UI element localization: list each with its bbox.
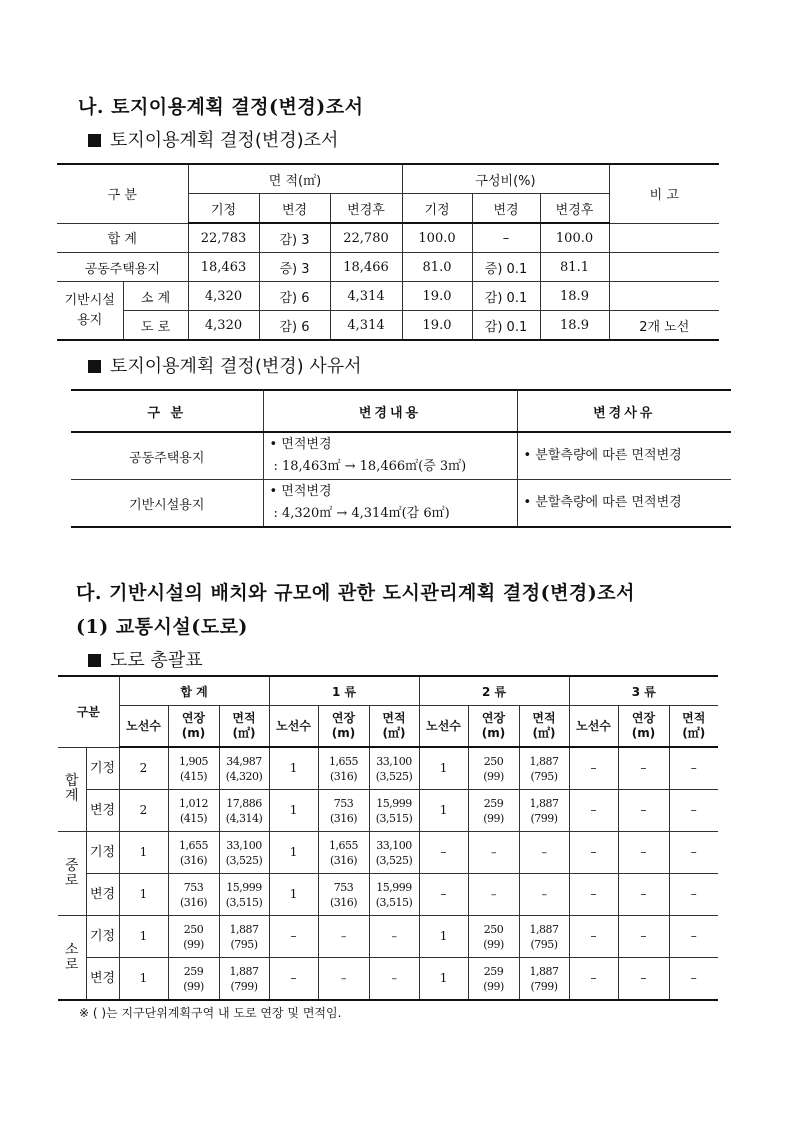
t3-sub-count: 노선수 bbox=[419, 706, 468, 748]
t3-length-total: 259 bbox=[183, 964, 204, 978]
t1-cell: 19.0 bbox=[402, 282, 472, 311]
t1-bigo bbox=[609, 253, 719, 282]
t3-row-group-char: 소 bbox=[64, 941, 79, 958]
t3-cell-area bbox=[219, 832, 269, 874]
t3-area-total: 33,100 bbox=[376, 838, 412, 852]
land-use-reason-table bbox=[71, 389, 731, 528]
t2-row bbox=[71, 432, 731, 480]
t1-row-infra-subtotal bbox=[57, 282, 719, 311]
t2-content bbox=[263, 480, 517, 528]
t3-cell-length bbox=[318, 832, 369, 874]
t3-area-total: 1,887 bbox=[229, 964, 259, 978]
t3-cell-length bbox=[468, 747, 519, 790]
t3-length-total: 1,655 bbox=[329, 838, 359, 852]
t1-cell: 18.9 bbox=[540, 282, 609, 311]
t1-sub-header: 기정 bbox=[402, 194, 472, 224]
t1-sub-header: 기정 bbox=[188, 194, 259, 224]
t3-sub-area-unit: (㎡) bbox=[232, 726, 256, 740]
t3-area-district: (3,515) bbox=[375, 895, 413, 909]
t1-row-housing bbox=[57, 253, 719, 282]
t3-cell-area bbox=[219, 790, 269, 832]
t3-cell-area bbox=[219, 874, 269, 916]
t3-cell-length bbox=[318, 790, 369, 832]
t1-cell: 4,320 bbox=[188, 282, 259, 311]
t3-cell-length: – bbox=[468, 874, 519, 916]
t3-row bbox=[58, 747, 718, 790]
t3-area-total: 15,999 bbox=[226, 880, 262, 894]
t1-cell: 18,466 bbox=[330, 253, 402, 282]
t3-length-district: (316) bbox=[179, 895, 208, 909]
t2-row bbox=[71, 480, 731, 528]
t3-group-header: 1 류 bbox=[269, 676, 419, 706]
t3-length-district: (99) bbox=[483, 937, 504, 951]
t3-cell-length bbox=[468, 916, 519, 958]
t2-reason: • 분할측량에 따른 면적변경 bbox=[517, 480, 731, 528]
table3-note: ※ ( )는 지구단위계획구역 내 도로 연장 및 면적임. bbox=[79, 1006, 342, 1020]
t3-area-district: (799) bbox=[530, 979, 558, 993]
t3-cell-length bbox=[168, 916, 219, 958]
t3-cell-length: – bbox=[468, 832, 519, 874]
t2-header-content: 변경내용 bbox=[263, 390, 517, 432]
t3-length-district: (99) bbox=[483, 979, 504, 993]
t3-area-total: 1,887 bbox=[529, 922, 559, 936]
t3-length-total: 753 bbox=[183, 880, 204, 894]
t1-bigo: 2개 노선 bbox=[609, 311, 719, 341]
t3-cell-length: – bbox=[318, 916, 369, 958]
t3-cell-count: 1 bbox=[419, 747, 468, 790]
t3-area-total: 1,887 bbox=[529, 964, 559, 978]
t3-cell-dash: – bbox=[569, 916, 618, 958]
t2-header-reason: 변경사유 bbox=[517, 390, 731, 432]
t3-cell-area: – bbox=[369, 916, 419, 958]
t3-cell-length bbox=[168, 747, 219, 790]
t3-length-district: (316) bbox=[329, 853, 358, 867]
square-bullet-icon bbox=[88, 134, 101, 147]
t3-area-total: 34,987 bbox=[226, 754, 262, 768]
t3-sub-length-label: 연장 bbox=[331, 711, 356, 725]
t3-row-kind: 기정 bbox=[86, 747, 119, 790]
t3-cell-area bbox=[519, 916, 569, 958]
t1-header-ratio: 구성비(%) bbox=[402, 164, 609, 194]
t1-row-infra-road bbox=[57, 311, 719, 341]
t3-cell-area bbox=[519, 747, 569, 790]
t3-cell-count: – bbox=[419, 874, 468, 916]
t1-infra-group-line2: 용지 bbox=[77, 312, 103, 328]
t3-area-district: (3,515) bbox=[375, 811, 413, 825]
t3-sub-area bbox=[669, 706, 718, 748]
t3-group-header: 합 계 bbox=[119, 676, 269, 706]
t1-bigo bbox=[609, 282, 719, 311]
t2-reason: • 분할측량에 따른 면적변경 bbox=[517, 432, 731, 480]
t3-cell-dash: – bbox=[569, 747, 618, 790]
t3-sub-length bbox=[318, 706, 369, 748]
t1-cell: – bbox=[472, 223, 540, 253]
t1-row-total bbox=[57, 223, 719, 253]
t3-cell-count: – bbox=[269, 958, 318, 1001]
t3-cell-dash: – bbox=[569, 832, 618, 874]
t3-cell-length bbox=[468, 958, 519, 1001]
t1-row-label: 합 계 bbox=[57, 223, 188, 253]
table1-heading: 토지이용계획 결정(변경)조서 bbox=[88, 126, 338, 152]
t3-sub-area-label: 면적 bbox=[532, 711, 556, 725]
t3-cell-length bbox=[168, 958, 219, 1001]
t3-row bbox=[58, 916, 718, 958]
t3-sub-length bbox=[168, 706, 219, 748]
square-bullet-icon bbox=[88, 654, 101, 667]
t3-area-district: (3,525) bbox=[375, 769, 413, 783]
t3-cell-count: – bbox=[269, 916, 318, 958]
t3-sub-length bbox=[468, 706, 519, 748]
t3-group-header: 3 류 bbox=[569, 676, 718, 706]
t3-cell-area bbox=[369, 832, 419, 874]
t3-sub-area bbox=[519, 706, 569, 748]
t3-sub-count: 노선수 bbox=[569, 706, 618, 748]
t3-sub-length bbox=[618, 706, 669, 748]
t3-sub-area-label: 면적 bbox=[682, 711, 706, 725]
t1-cell: 19.0 bbox=[402, 311, 472, 341]
t3-area-district: (799) bbox=[530, 811, 558, 825]
t3-cell-dash: – bbox=[618, 832, 669, 874]
t3-cell-dash: – bbox=[669, 747, 718, 790]
t2-content-line2: : 18,463㎡ → 18,466㎡(증 3㎡) bbox=[273, 459, 467, 474]
t1-row-label: 도 로 bbox=[123, 311, 188, 341]
t1-infra-group bbox=[57, 282, 123, 341]
t3-length-district: (99) bbox=[483, 811, 504, 825]
t3-area-district: (795) bbox=[530, 769, 558, 783]
t1-cell: 22,780 bbox=[330, 223, 402, 253]
t3-sub-length-unit: (m) bbox=[481, 726, 506, 740]
t3-row-group-char: 로 bbox=[64, 872, 79, 889]
t3-cell-count: 1 bbox=[269, 747, 318, 790]
t3-cell-length bbox=[168, 874, 219, 916]
t1-cell: 81.1 bbox=[540, 253, 609, 282]
t3-cell-length bbox=[168, 790, 219, 832]
t3-sub-length-unit: (m) bbox=[331, 726, 356, 740]
t3-area-total: 15,999 bbox=[376, 880, 412, 894]
t3-cell-dash: – bbox=[669, 958, 718, 1001]
t1-cell: 증) 0.1 bbox=[472, 253, 540, 282]
t3-sub-count: 노선수 bbox=[269, 706, 318, 748]
t3-area-total: 15,999 bbox=[376, 796, 412, 810]
t3-cell-count: 1 bbox=[119, 916, 168, 958]
t3-length-total: 1,655 bbox=[329, 754, 359, 768]
t3-cell-area bbox=[519, 790, 569, 832]
t3-length-total: 753 bbox=[333, 796, 354, 810]
t3-area-district: (795) bbox=[530, 937, 558, 951]
t3-row-kind: 기정 bbox=[86, 832, 119, 874]
section-da-title: 다. 기반시설의 배치와 규모에 관한 도시관리계획 결정(변경)조서 bbox=[76, 582, 635, 604]
t3-cell-count: 1 bbox=[269, 790, 318, 832]
t3-cell-dash: – bbox=[669, 790, 718, 832]
t3-cell-dash: – bbox=[669, 874, 718, 916]
t1-header-area: 면 적(㎡) bbox=[188, 164, 402, 194]
t3-row-group-char: 로 bbox=[64, 956, 79, 973]
t1-sub-header: 변경 bbox=[259, 194, 330, 224]
t3-length-total: 753 bbox=[333, 880, 354, 894]
t3-sub-area-unit: (㎡) bbox=[532, 726, 556, 740]
t2-header-gubun: 구 분 bbox=[71, 390, 263, 432]
t1-row-label: 공동주택용지 bbox=[57, 253, 188, 282]
t3-row bbox=[58, 958, 718, 1001]
t3-length-district: (415) bbox=[179, 769, 208, 783]
t3-row-group-label bbox=[58, 747, 86, 832]
t3-sub-count: 노선수 bbox=[119, 706, 168, 748]
t1-cell: 감) 6 bbox=[259, 311, 330, 341]
t3-cell-count: 1 bbox=[419, 790, 468, 832]
t1-cell: 100.0 bbox=[402, 223, 472, 253]
t3-cell-area bbox=[219, 747, 269, 790]
t3-area-district: (3,525) bbox=[375, 853, 413, 867]
t3-sub-area-unit: (㎡) bbox=[682, 726, 706, 740]
t3-area-total: 33,100 bbox=[226, 838, 262, 852]
t3-sub-area bbox=[369, 706, 419, 748]
t3-cell-length bbox=[318, 874, 369, 916]
t3-cell-count: 2 bbox=[119, 790, 168, 832]
t1-cell: 4,314 bbox=[330, 282, 402, 311]
t3-length-district: (99) bbox=[183, 937, 204, 951]
t3-length-total: 1,905 bbox=[179, 754, 208, 768]
t3-length-district: (316) bbox=[329, 895, 358, 909]
t3-cell-dash: – bbox=[618, 958, 669, 1001]
t1-cell: 4,320 bbox=[188, 311, 259, 341]
t1-sub-header: 변경후 bbox=[540, 194, 609, 224]
t3-cell-area bbox=[369, 874, 419, 916]
table2-heading: 토지이용계획 결정(변경) 사유서 bbox=[88, 352, 362, 378]
t2-content-line2: : 4,320㎡ → 4,314㎡(감 6㎡) bbox=[273, 506, 450, 521]
t3-row-group-label bbox=[58, 832, 86, 916]
t1-cell: 감) 3 bbox=[259, 223, 330, 253]
t1-cell: 증) 3 bbox=[259, 253, 330, 282]
t3-sub-length-label: 연장 bbox=[631, 711, 656, 725]
t1-cell: 100.0 bbox=[540, 223, 609, 253]
t3-row-kind: 기정 bbox=[86, 916, 119, 958]
section-na-title: 나. 토지이용계획 결정(변경)조서 bbox=[78, 96, 364, 118]
t3-area-total: 33,100 bbox=[376, 754, 412, 768]
t3-cell-length bbox=[468, 790, 519, 832]
t3-area-district: (795) bbox=[230, 937, 258, 951]
t3-sub-length-label: 연장 bbox=[481, 711, 506, 725]
t3-area-total: 17,886 bbox=[226, 796, 262, 810]
t1-header-gubun: 구 분 bbox=[57, 164, 188, 223]
t3-row-group-char: 중 bbox=[64, 857, 79, 874]
t3-cell-dash: – bbox=[618, 747, 669, 790]
t3-cell-area bbox=[369, 790, 419, 832]
t3-row bbox=[58, 790, 718, 832]
t3-row-group-label bbox=[58, 916, 86, 1001]
t3-cell-area bbox=[219, 958, 269, 1001]
t3-length-total: 250 bbox=[483, 922, 504, 936]
t3-cell-count: 1 bbox=[119, 832, 168, 874]
t1-cell: 감) 6 bbox=[259, 282, 330, 311]
t1-sub-header: 변경 bbox=[472, 194, 540, 224]
t3-row bbox=[58, 832, 718, 874]
t3-length-district: (415) bbox=[179, 811, 208, 825]
section-1-title: (1) 교통시설(도로) bbox=[76, 616, 248, 638]
t3-length-district: (316) bbox=[329, 769, 358, 783]
t3-cell-area bbox=[219, 916, 269, 958]
t2-gubun: 기반시설용지 bbox=[71, 480, 263, 528]
t1-cell: 감) 0.1 bbox=[472, 282, 540, 311]
t3-area-district: (4,320) bbox=[225, 769, 263, 783]
table3-heading: 도로 총괄표 bbox=[88, 646, 203, 672]
t3-length-total: 1,012 bbox=[179, 796, 208, 810]
t3-cell-dash: – bbox=[569, 790, 618, 832]
t3-cell-dash: – bbox=[618, 874, 669, 916]
t3-cell-count: 1 bbox=[119, 874, 168, 916]
t3-row-kind: 변경 bbox=[86, 790, 119, 832]
t2-content bbox=[263, 432, 517, 480]
t3-sub-area bbox=[219, 706, 269, 748]
t3-length-total: 1,655 bbox=[179, 838, 208, 852]
t3-cell-count: 1 bbox=[419, 958, 468, 1001]
t3-area-district: (4,314) bbox=[225, 811, 263, 825]
t3-cell-dash: – bbox=[569, 874, 618, 916]
t1-cell: 22,783 bbox=[188, 223, 259, 253]
t1-row-label: 소 계 bbox=[123, 282, 188, 311]
t1-header-bigo: 비 고 bbox=[609, 164, 719, 223]
t3-cell-count: 2 bbox=[119, 747, 168, 790]
t3-cell-area bbox=[519, 958, 569, 1001]
t3-sub-length-unit: (m) bbox=[181, 726, 206, 740]
t3-cell-dash: – bbox=[618, 790, 669, 832]
t3-area-total: 1,887 bbox=[229, 922, 259, 936]
t3-row bbox=[58, 874, 718, 916]
t3-header-gubun: 구분 bbox=[58, 676, 119, 747]
t3-cell-length bbox=[318, 747, 369, 790]
t1-cell: 18.9 bbox=[540, 311, 609, 341]
t1-cell: 81.0 bbox=[402, 253, 472, 282]
t3-length-district: (316) bbox=[329, 811, 358, 825]
t1-infra-group-line1: 기반시설 bbox=[64, 292, 115, 308]
t3-area-total: 1,887 bbox=[529, 796, 559, 810]
t3-row-kind: 변경 bbox=[86, 958, 119, 1001]
t3-cell-area: – bbox=[519, 874, 569, 916]
t3-cell-count: 1 bbox=[119, 958, 168, 1001]
t3-sub-length-label: 연장 bbox=[181, 711, 206, 725]
t3-sub-area-label: 면적 bbox=[382, 711, 406, 725]
t3-length-total: 259 bbox=[483, 964, 504, 978]
t1-cell: 4,314 bbox=[330, 311, 402, 341]
t3-cell-dash: – bbox=[569, 958, 618, 1001]
t2-content-line1: • 면적변경 bbox=[269, 484, 332, 499]
t3-length-district: (99) bbox=[183, 979, 204, 993]
t3-length-total: 250 bbox=[483, 754, 504, 768]
t3-cell-dash: – bbox=[618, 916, 669, 958]
t3-cell-length bbox=[168, 832, 219, 874]
t3-cell-count: – bbox=[419, 832, 468, 874]
land-use-table bbox=[57, 163, 719, 341]
t3-row-group-char: 계 bbox=[64, 788, 79, 805]
t3-cell-area: – bbox=[369, 958, 419, 1001]
t3-length-total: 259 bbox=[483, 796, 504, 810]
t2-gubun: 공동주택용지 bbox=[71, 432, 263, 480]
t3-group-header: 2 류 bbox=[419, 676, 569, 706]
t3-length-district: (316) bbox=[179, 853, 208, 867]
t3-row-group-char: 합 bbox=[64, 773, 79, 790]
square-bullet-icon bbox=[88, 360, 101, 373]
t3-length-district: (99) bbox=[483, 769, 504, 783]
t3-row-kind: 변경 bbox=[86, 874, 119, 916]
t1-cell: 감) 0.1 bbox=[472, 311, 540, 341]
road-summary-table bbox=[58, 675, 718, 1001]
t3-length-total: 250 bbox=[183, 922, 204, 936]
t1-bigo bbox=[609, 223, 719, 253]
t3-area-district: (3,525) bbox=[225, 853, 263, 867]
t3-cell-dash: – bbox=[669, 916, 718, 958]
t3-sub-length-unit: (m) bbox=[631, 726, 656, 740]
t3-sub-area-label: 면적 bbox=[232, 711, 256, 725]
t3-cell-area bbox=[369, 747, 419, 790]
t3-cell-area: – bbox=[519, 832, 569, 874]
t3-cell-dash: – bbox=[669, 832, 718, 874]
t3-sub-area-unit: (㎡) bbox=[382, 726, 406, 740]
t3-area-district: (3,515) bbox=[225, 895, 263, 909]
t3-area-total: 1,887 bbox=[529, 754, 559, 768]
t2-content-line1: • 면적변경 bbox=[269, 437, 332, 452]
t1-cell: 18,463 bbox=[188, 253, 259, 282]
t1-sub-header: 변경후 bbox=[330, 194, 402, 224]
t3-area-district: (799) bbox=[230, 979, 258, 993]
t3-cell-length: – bbox=[318, 958, 369, 1001]
t3-cell-count: 1 bbox=[419, 916, 468, 958]
t3-cell-count: 1 bbox=[269, 832, 318, 874]
t3-cell-count: 1 bbox=[269, 874, 318, 916]
